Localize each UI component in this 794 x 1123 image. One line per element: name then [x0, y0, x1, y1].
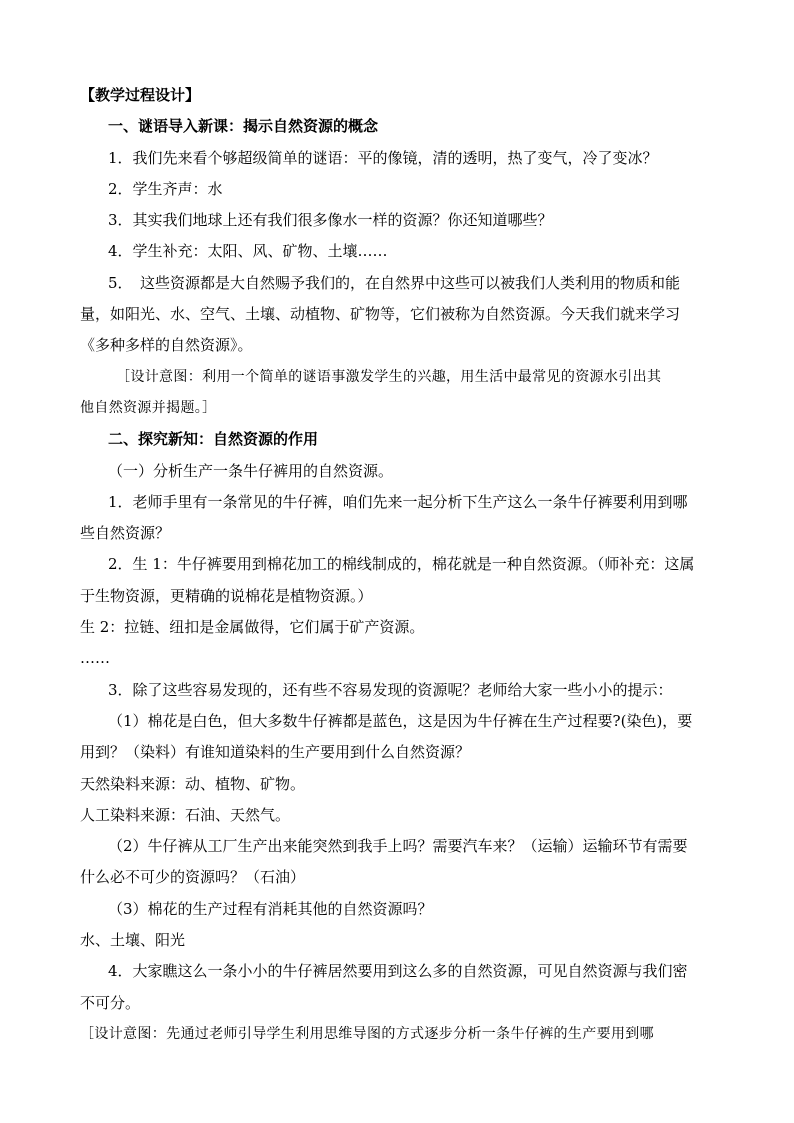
part2-item-2-line-1: 2．生 1：牛仔裤要用到棉花加工的棉线制成的，棉花就是一种自然资源。（师补充：这属 [108, 555, 695, 574]
part1-item-5-line-1: 5． 这些资源都是大自然赐予我们的，在自然界中这些可以被我们人类利用的物质和能 [108, 273, 681, 292]
part2-item-4-line-2: 不可分。 [80, 993, 141, 1012]
part2-item-3: 3．除了这些容易发现的，还有些不容易发现的资源呢？老师给大家一些小小的提示： [108, 680, 673, 699]
design-intent-1-line-2: 他自然资源并揭题。］ [80, 399, 217, 416]
design-intent-1-line-1: ［设计意图：利用一个简单的谜语事激发学生的兴趣，用生活中最常见的资源水引出其 [116, 368, 662, 385]
part2-item-1-line-2: 些自然资源？ [80, 524, 171, 543]
part1-item-2: 2．学生齐声：水 [108, 179, 223, 198]
part1-heading: 一、谜语导入新课：揭示自然资源的概念 [108, 117, 379, 136]
part2-item-1-line-1: 1．老师手里有一条常见的牛仔裤，咱们先来一起分析下生产这么一条牛仔裤要利用到哪 [108, 492, 688, 511]
hint-1-line-1: （1）棉花是白色，但大多数牛仔裤都是蓝色，这是因为牛仔裤在生产过程要?(染色)，要 [108, 711, 693, 730]
student-2-answer: 生 2：拉链、纽扣是金属做得，它们属于矿产资源。 [80, 618, 425, 637]
artificial-dye-sources: 人工染料来源：石油、天然气。 [80, 805, 291, 824]
part2-item-2-line-2: 于生物资源，更精确的说棉花是植物资源。） [80, 586, 373, 605]
part1-item-3: 3．其实我们地球上还有我们很多像水一样的资源？你还知道哪些？ [108, 211, 553, 230]
design-intent-2: ［设计意图：先通过老师引导学生利用思维导图的方式逐步分析一条牛仔裤的生产要用到哪 [80, 1025, 654, 1042]
ellipsis: …… [80, 649, 110, 668]
document-body [80, 80, 720, 1050]
hint-3: （3）棉花的生产过程有消耗其他的自然资源吗？ [108, 899, 433, 918]
hint-1-line-2: 用到？（染料）有谁知道染料的生产要用到什么自然资源？ [80, 743, 471, 762]
part2-item-4-line-1: 4．大家瞧这么一条小小的牛仔裤居然要用到这么多的自然资源，可见自然资源与我们密 [108, 962, 688, 981]
section-title: 【教学过程设计】 [80, 86, 201, 104]
hint-3-answer: 水、土壤、阳光 [80, 931, 186, 950]
hint-2-line-2: 什么必不可少的资源吗？（石油） [80, 868, 306, 887]
part1-item-1: 1．我们先来看个够超级简单的谜语：平的像镜，清的透明，热了变气，冷了变冰？ [108, 148, 658, 167]
part1-item-5-line-2: 量，如阳光、水、空气、土壤、动植物、矿物等，它们被称为自然资源。今天我们就来学习 [80, 305, 681, 324]
natural-dye-sources: 天然染料来源：动、植物、矿物。 [80, 774, 306, 793]
part1-item-5-line-3: 《多种多样的自然资源》。 [80, 336, 253, 355]
part2-sub-heading: （一）分析生产一条牛仔裤用的自然资源。 [108, 461, 394, 480]
part1-item-4: 4．学生补充：太阳、风、矿物、土壤…… [108, 242, 388, 261]
hint-2-line-1: （2）牛仔裤从工厂生产出来能突然到我手上吗？需要汽车来？（运输）运输环节有需要 [108, 837, 688, 856]
part2-heading: 二、探究新知：自然资源的作用 [108, 430, 319, 449]
